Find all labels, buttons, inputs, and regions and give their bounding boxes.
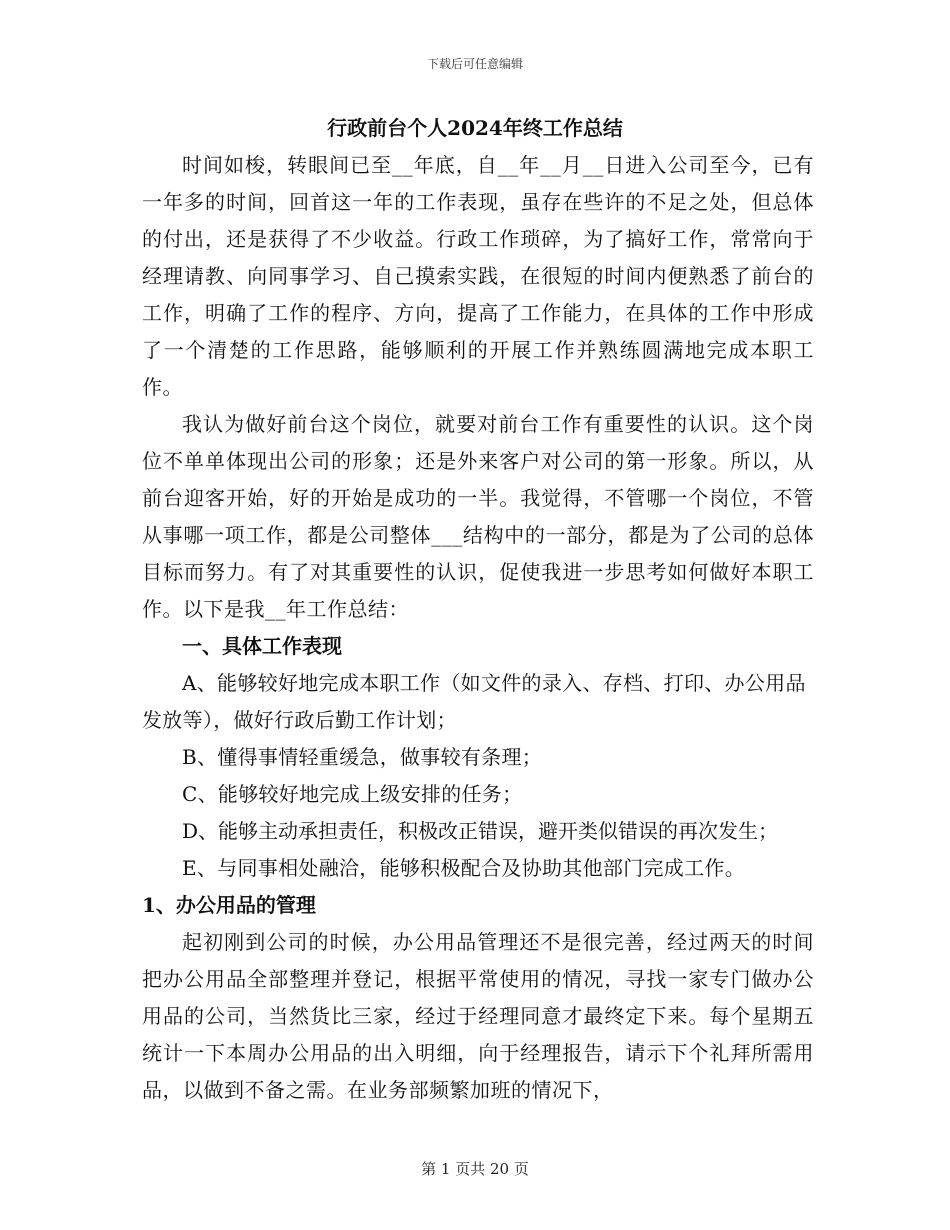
list-item: B、懂得事情轻重缓急，做事较有条理； — [182, 745, 543, 769]
list-item: E、与同事相处融洽，能够积极配合及协助其他部门完成工作。 — [182, 856, 745, 880]
list-item: C、能够较好地完成上级安排的任务； — [182, 782, 523, 806]
section-heading-office-supplies: 1、办公用品的管理 — [142, 893, 316, 917]
intro-paragraph: 时间如梭，转眼间已至__年底，自__年__月__日进入公司至今，已有一年多的时间，回首这一年的工作表现，虽存在些许的不足之处，但总体的付出，还是获得了不少收益。行政工作琐碎，为了搞好工作，常常向于经理请教、向同事学习、自己摸索实践，在很短的时间内便熟悉了前台的工作，明确了工作的程序、方向，提高了工作能力，在具体的工作中形成了一个清楚的工作思路，能够顺利的开展工作并熟练圆满地完成本职工作。 — [142, 153, 814, 399]
list-item: A、能够较好地完成本职工作（如文件的录入、存档、打印、办公用品发放等），做好行政后勤工作计划； — [142, 671, 806, 732]
role-paragraph: 我认为做好前台这个岗位，就要对前台工作有重要性的认识。这个岗位不单单体现出公司的形象；还是外来客户对公司的第一形象。所以，从前台迎客开始，好的开始是成功的一半。我觉得，不管哪一个岗位，不管从事哪一项工作，都是公司整体___结构中的一部分，都是为了公司的总体目标而努力。有了对其重要性的认识，促使我进一步思考如何做好本职工作。以下是我__年工作总结： — [142, 412, 814, 621]
office-supplies-paragraph: 起初刚到公司的时候，办公用品管理还不是很完善，经过两天的时间把办公用品全部整理并登记，根据平常使用的情况，寻找一家专门做办公用品的公司，当然货比三家，经过于经理同意才最终定下来。每个星期五统计一下本周办公用品的出入明细，向于经理报告，请示下个礼拜所需用品，以做到不备之需。在业务部频繁加班的情况下， — [142, 930, 814, 1102]
list-item: D、能够主动承担责任，积极改正错误，避开类似错误的再次发生； — [182, 819, 779, 843]
page-header-note: 下载后可任意编辑 — [426, 57, 523, 71]
section-heading-performance: 一、具体工作表现 — [182, 634, 342, 658]
page-number: 第 1 页共 20 页 — [421, 1160, 529, 1178]
document-body — [142, 147, 814, 1109]
document-title: 行政前台个人2024年终工作总结 — [327, 116, 623, 140]
